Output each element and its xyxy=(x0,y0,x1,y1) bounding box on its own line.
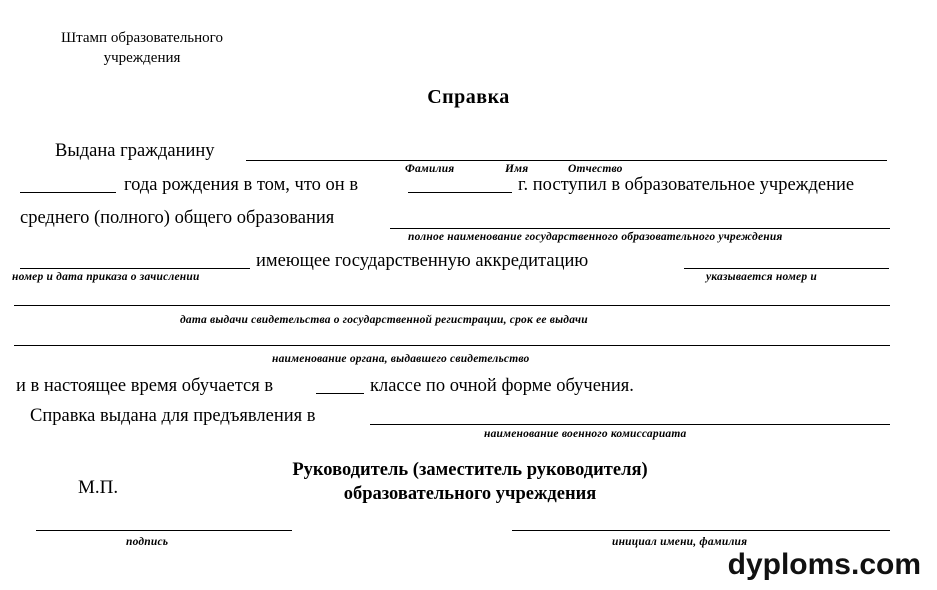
military-office-blank[interactable] xyxy=(370,424,890,425)
issued-to-label: Выдана гражданину xyxy=(55,141,215,161)
page-title: Справка xyxy=(427,86,510,108)
current-study-label: и в настоящее время обучается в xyxy=(16,376,274,396)
caption-patronymic: Отчество xyxy=(568,163,623,175)
accreditation-label: имеющее государственную аккредитацию xyxy=(256,251,589,271)
chief-title xyxy=(255,458,685,506)
stamp-place-label: М.П. xyxy=(78,477,119,498)
institution-stamp-label: Штамп образовательного учреждения xyxy=(61,30,223,66)
study-form-label: классе по очной форме обучения. xyxy=(370,376,634,396)
chief-title-line2: образовательного учреждения xyxy=(343,484,597,504)
caption-initials: инициал имени, фамилия xyxy=(612,536,748,548)
caption-military-office: наименование военного комиссариата xyxy=(484,428,687,440)
certificate-date-blank[interactable] xyxy=(14,305,890,306)
caption-institution-full-name: полное наименование государственного образовательного учреждения xyxy=(408,231,783,243)
birth-year-blank[interactable] xyxy=(20,192,116,193)
chief-title-line1: Руководитель (заместитель руководителя) xyxy=(292,460,648,480)
admission-year-blank[interactable] xyxy=(408,192,512,193)
issued-to-blank[interactable] xyxy=(246,160,887,161)
caption-certificate-date: дата выдачи свидетельства о государственной регистрации, срок ее выдачи xyxy=(180,314,588,326)
watermark: dyploms.com xyxy=(727,548,921,581)
initials-blank[interactable] xyxy=(512,530,890,531)
birth-year-label: года рождения в том, что он в xyxy=(124,175,359,195)
caption-order-number: номер и дата приказа о зачислении xyxy=(12,271,200,283)
signature-blank[interactable] xyxy=(36,530,292,531)
education-level-label: среднего (полного) общего образования xyxy=(20,208,335,228)
purpose-label: Справка выдана для предъявления в xyxy=(30,406,316,426)
caption-firstname: Имя xyxy=(505,163,529,175)
class-number-blank[interactable] xyxy=(316,393,364,394)
caption-signature: подпись xyxy=(126,536,169,548)
caption-issuing-authority: наименование органа, выдавшего свидетельство xyxy=(272,353,530,365)
accreditation-number-blank[interactable] xyxy=(684,268,889,269)
caption-surname: Фамилия xyxy=(405,163,455,175)
caption-number-hint: указывается номер и xyxy=(706,271,817,283)
admission-label: г. поступил в образовательное учреждение xyxy=(518,175,855,195)
issuing-authority-blank[interactable] xyxy=(14,345,890,346)
order-number-blank[interactable] xyxy=(20,268,250,269)
institution-name-blank[interactable] xyxy=(390,228,890,229)
